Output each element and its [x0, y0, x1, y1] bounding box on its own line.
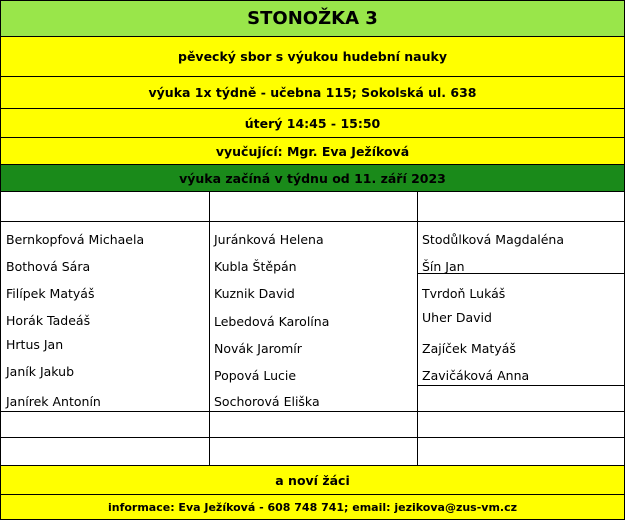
row-divider [1, 221, 624, 222]
student-name: Juránková Helena [214, 232, 324, 247]
student-name: Popová Lucie [214, 368, 297, 383]
student-name: Janík Jakub [6, 364, 75, 379]
student-name: Uher David [422, 310, 492, 325]
student-name: Lebedová Karolína [214, 314, 330, 329]
contact-info: informace: Eva Ježíková - 608 748 741; email: jezikova@zus-vm.cz [1, 495, 624, 519]
student-list [1, 192, 624, 465]
student-name: Zavičáková Anna [422, 368, 530, 383]
row-divider [417, 385, 624, 386]
student-name: Zajíček Matyáš [422, 341, 516, 356]
group-title: STONOŽKA 3 [1, 1, 624, 37]
teacher-name: vyučující: Mgr. Eva Ježíková [1, 138, 624, 165]
student-name: Horák Tadeáš [6, 313, 91, 328]
new-students-note: a noví žáci [1, 465, 624, 495]
student-name: Tvrdoň Lukáš [422, 286, 506, 301]
student-name: Hrtus Jan [6, 337, 64, 352]
row-divider [1, 437, 624, 438]
schedule-place: výuka 1x týdně - učebna 115; Sokolská ul. 638 [1, 77, 624, 109]
student-name: Kuznik David [214, 286, 295, 301]
student-name: Šín Jan [422, 259, 465, 274]
start-date: výuka začíná v týdnu od 11. září 2023 [1, 165, 624, 192]
student-name: Kubla Štěpán [214, 259, 297, 274]
student-name: Novák Jaromír [214, 341, 302, 356]
student-name: Bernkopfová Michaela [6, 232, 145, 247]
column-divider [417, 192, 418, 465]
student-name: Sochorová Eliška [214, 394, 320, 409]
student-name: Filípek Matyáš [6, 286, 95, 301]
row-divider [1, 411, 624, 412]
student-name: Stodůlková Magdaléna [422, 232, 565, 247]
student-name: Bothová Sára [6, 259, 91, 274]
column-divider [209, 192, 210, 465]
group-subtitle: pěvecký sbor s výukou hudební nauky [1, 37, 624, 77]
student-name: Janírek Antonín [6, 394, 101, 409]
lesson-time: úterý 14:45 - 15:50 [1, 109, 624, 138]
